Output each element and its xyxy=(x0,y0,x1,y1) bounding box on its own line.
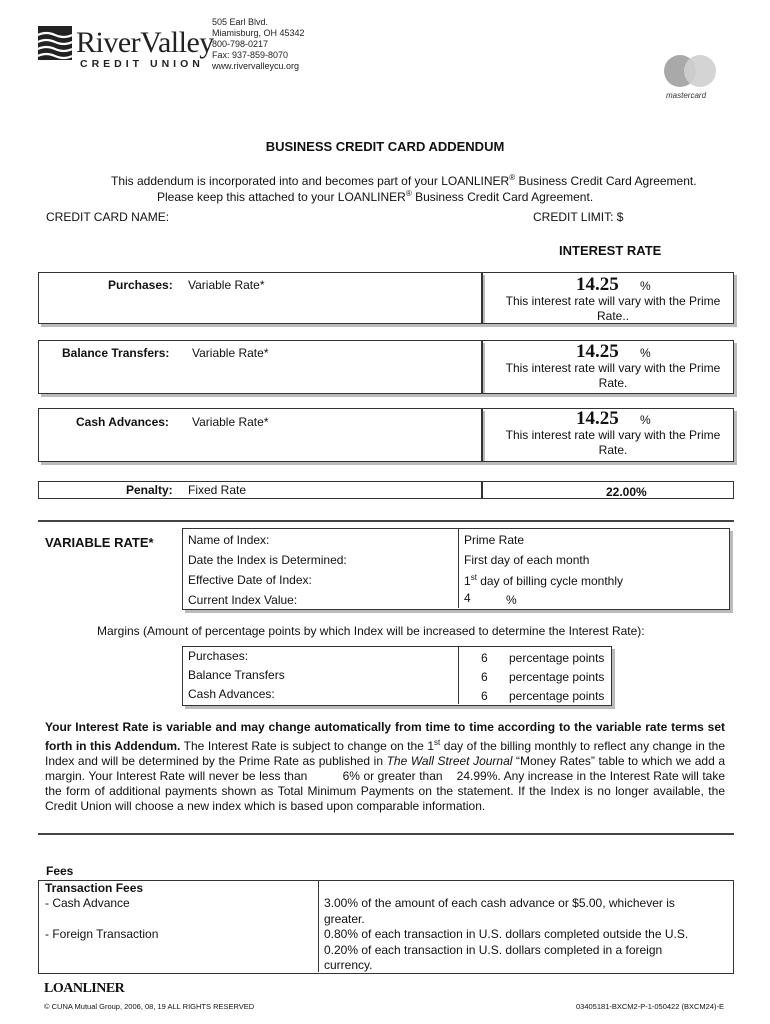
index-date-value: First day of each month xyxy=(464,553,590,567)
form-code: 03405181-BXCM2-P-1-050422 (BXCM24)-E xyxy=(576,1002,724,1011)
mastercard-label: mastercard xyxy=(666,91,707,100)
river-waves-icon xyxy=(38,26,72,60)
penalty-label: Penalty: xyxy=(126,483,173,497)
balance-transfers-rate-value: 14.25 xyxy=(576,341,619,362)
margin-cash-advances-value: 6 xyxy=(481,689,488,703)
loanliner-logo: LOANLINER xyxy=(44,981,125,996)
margin-balance-transfers-value: 6 xyxy=(481,670,488,684)
credit-card-name-label: CREDIT CARD NAME: xyxy=(46,210,170,224)
interest-rate-heading: INTEREST RATE xyxy=(559,243,662,258)
purchases-rate-note: This interest rate will vary with the Prime Rate.. xyxy=(505,294,721,323)
margin-purchases-value: 6 xyxy=(481,651,488,665)
margins-heading: Margins (Amount of percentage points by which Index will be increased to determine the Interest Rate): xyxy=(97,624,645,638)
purchases-rate-value: 14.25 xyxy=(576,274,619,295)
document-title: BUSINESS CREDIT CARD ADDENDUM xyxy=(265,139,505,154)
address-fax: Fax: 937-859-8070 xyxy=(212,50,289,60)
cash-advances-label: Cash Advances: xyxy=(76,415,169,429)
foreign-transaction-fee-label: - Foreign Transaction xyxy=(45,927,159,941)
index-date-label: Date the Index is Determined: xyxy=(188,553,347,567)
cash-advance-fee-desc: 3.00% of the amount of each cash advance or $5.00, whichever is greater. xyxy=(324,896,675,926)
mastercard-circle-right-icon xyxy=(684,55,716,87)
intro-line-2: Please keep this attached to your LOANLINER® Business Credit Card Agreement. xyxy=(157,189,594,204)
logo-subtitle: CREDIT UNION xyxy=(80,58,204,70)
margin-cash-advances-label: Cash Advances: xyxy=(188,687,275,701)
credit-limit-label: CREDIT LIMIT: $ xyxy=(533,210,624,224)
intro-line-1: This addendum is incorporated into and becomes part of your LOANLINER® Business Credit Card Agreement. xyxy=(111,173,697,188)
variable-rate-heading: VARIABLE RATE* xyxy=(45,535,154,550)
index-current-percent: % xyxy=(506,593,517,607)
variable-rate-disclosure: Your Interest Rate is variable and may change automatically from time to time according to the variable rate terms set forth in this Addendum. The Interest Rate is subject to change on the 1st day of the billing monthly to reflect any change in the Index and will be determined by the Prime Rate as published in The Wall Street Journal “Money Rates” table to which we add a margin. Your Interest Rate will never be less than 6% or greater than 24.99%. Any increase in the Interest Rate will take the form of additional payments shown as Total Minimum Payments on the statement. If the Index is no longer available, the Credit Union will choose a new index which is based upon comparable information. xyxy=(45,720,726,813)
balance-transfers-label: Balance Transfers: xyxy=(62,346,170,360)
address-block xyxy=(212,17,305,72)
cash-advance-fee-label: - Cash Advance xyxy=(45,896,130,910)
cash-advances-percent-sign: % xyxy=(640,413,651,427)
index-current-label: Current Index Value: xyxy=(188,593,298,607)
balance-transfers-rate-type: Variable Rate* xyxy=(192,346,269,360)
address-website: www.rivervalleycu.org xyxy=(212,61,300,71)
fees-divider xyxy=(38,833,734,835)
transaction-fees-heading: Transaction Fees xyxy=(45,881,144,895)
copyright-text: © CUNA Mutual Group, 2006, 08, 19 ALL RIGHTS RESERVED xyxy=(44,1002,255,1011)
fees-heading: Fees xyxy=(46,864,74,878)
balance-transfers-percent-sign: % xyxy=(640,346,651,360)
penalty-rate-value: 22.00% xyxy=(606,485,647,499)
index-current-value: 4 xyxy=(464,591,471,605)
address-city: Miamisburg, OH 45342 xyxy=(212,28,305,38)
address-phone: 800-798-0217 xyxy=(212,39,269,49)
section-divider xyxy=(38,520,734,522)
purchases-rate-type: Variable Rate* xyxy=(188,278,265,292)
index-effective-value: 1st day of billing cycle monthly xyxy=(464,573,623,588)
address-street: 505 Earl Blvd. xyxy=(212,17,269,27)
margin-purchases-label: Purchases: xyxy=(188,649,249,663)
cash-advances-rate-type: Variable Rate* xyxy=(192,415,269,429)
margin-balance-transfers-label: Balance Transfers xyxy=(188,668,285,682)
margin-balance-transfers-unit: percentage points xyxy=(509,670,605,684)
logo-name: RiverValley xyxy=(76,26,214,59)
index-name-label: Name of Index: xyxy=(188,533,270,547)
foreign-transaction-fee-desc: 0.80% of each transaction in U.S. dollars completed outside the U.S. 0.20% of each transaction in U.S. dollars completed in a foreign currency. xyxy=(324,927,689,972)
balance-transfers-rate-note: This interest rate will vary with the Prime Rate. xyxy=(505,361,721,390)
credit-union-logo xyxy=(38,24,214,74)
cash-advances-rate-note: This interest rate will vary with the Prime Rate. xyxy=(505,428,721,457)
purchases-label: Purchases: xyxy=(108,278,173,292)
cash-advances-rate-value: 14.25 xyxy=(576,408,619,429)
index-effective-label: Effective Date of Index: xyxy=(188,573,312,587)
index-name-value: Prime Rate xyxy=(464,533,525,547)
mastercard-logo xyxy=(658,55,722,105)
margin-purchases-unit: percentage points xyxy=(509,651,605,665)
purchases-percent-sign: % xyxy=(640,279,651,293)
penalty-rate-type: Fixed Rate xyxy=(188,483,247,497)
margin-cash-advances-unit: percentage points xyxy=(509,689,605,703)
